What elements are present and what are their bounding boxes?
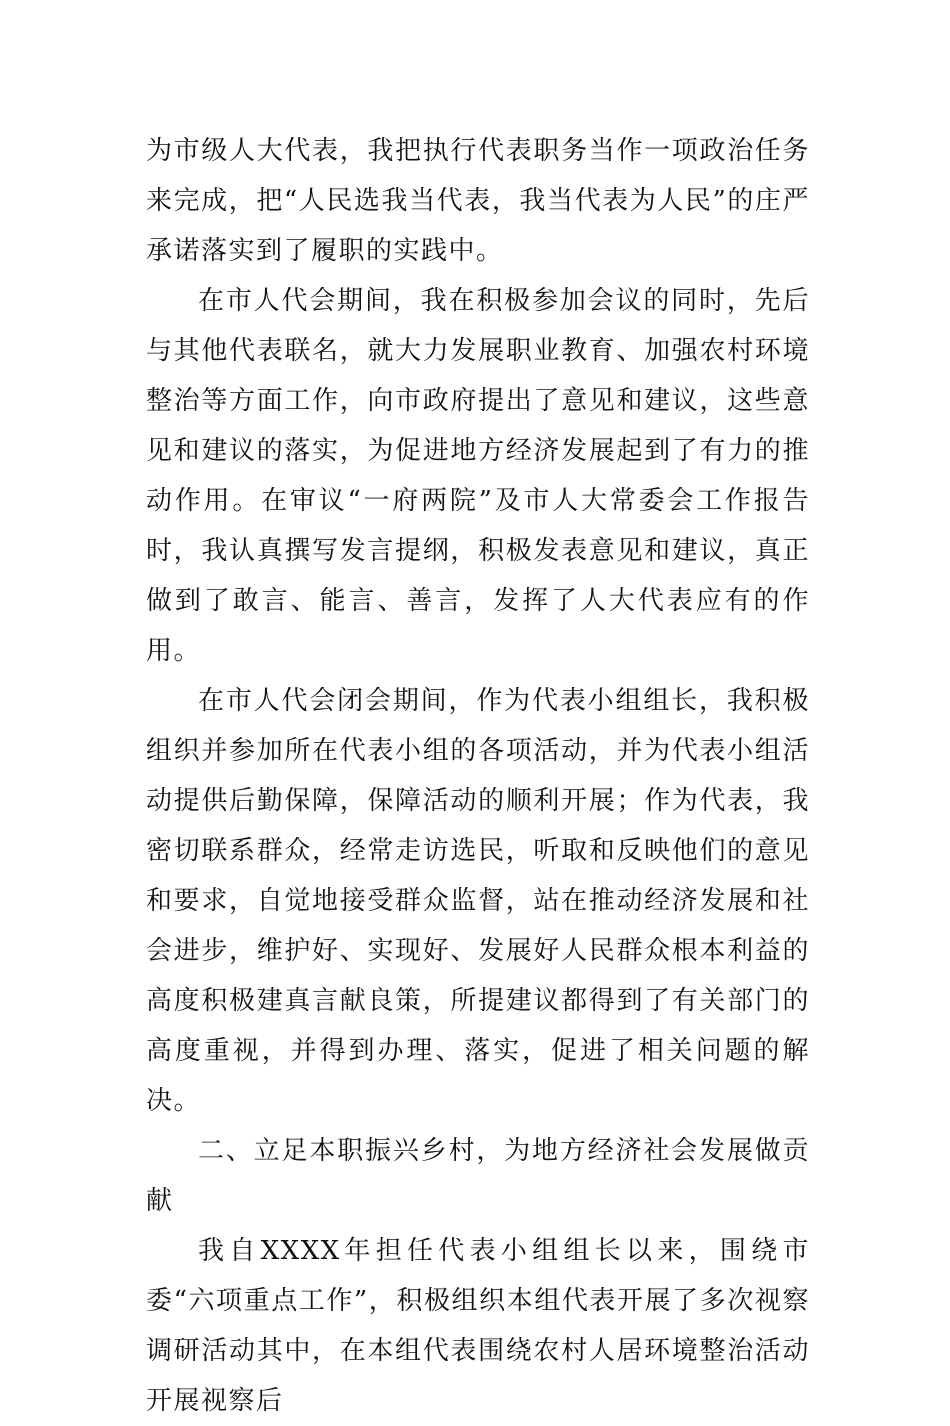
paragraph-congress-recess: 在市人代会闭会期间，作为代表小组组长，我积极组织并参加所在代表小组的各项活动，并为代表小组活动提供后勤保障，保障活动的顺利开展；作为代表，我密切联系群众，经常走访选民，听取和反映他们的意见和要求，自觉地接受群众监督，站在推动经济发展和社会进步，维护好、实现好、发展好人民群众根本利益的高度积极建真言献良策，所提建议都得到了有关部门的高度重视，并得到办理、落实，促进了相关问题的解决。 <box>146 686 810 1116</box>
document-body <box>146 126 810 1426</box>
paragraph-group-leader: 我自XXXX年担任代表小组组长以来，围绕市委“六项重点工作”，积极组织本组代表开展了多次视察调研活动其中，在本组代表围绕农村人居环境整治活动开展视察后 <box>146 1236 810 1416</box>
section-heading-2: 二、立足本职振兴乡村，为地方经济社会发展做贡献 <box>146 1136 810 1216</box>
paragraph-congress-session: 在市人代会期间，我在积极参加会议的同时，先后与其他代表联名，就大力发展职业教育、加强农村环境整治等方面工作，向市政府提出了意见和建议，这些意见和建议的落实，为促进地方经济发展起到了有力的推动作用。在审议“一府两院”及市人大常委会工作报告时，我认真撰写发言提纲，积极发表意见和建议，真正做到了敢言、能言、善言，发挥了人大代表应有的作用。 <box>146 286 810 666</box>
paragraph-intro-continuation: 为市级人大代表，我把执行代表职务当作一项政治任务来完成，把“人民选我当代表，我当代表为人民”的庄严承诺落实到了履职的实践中。 <box>146 136 810 266</box>
